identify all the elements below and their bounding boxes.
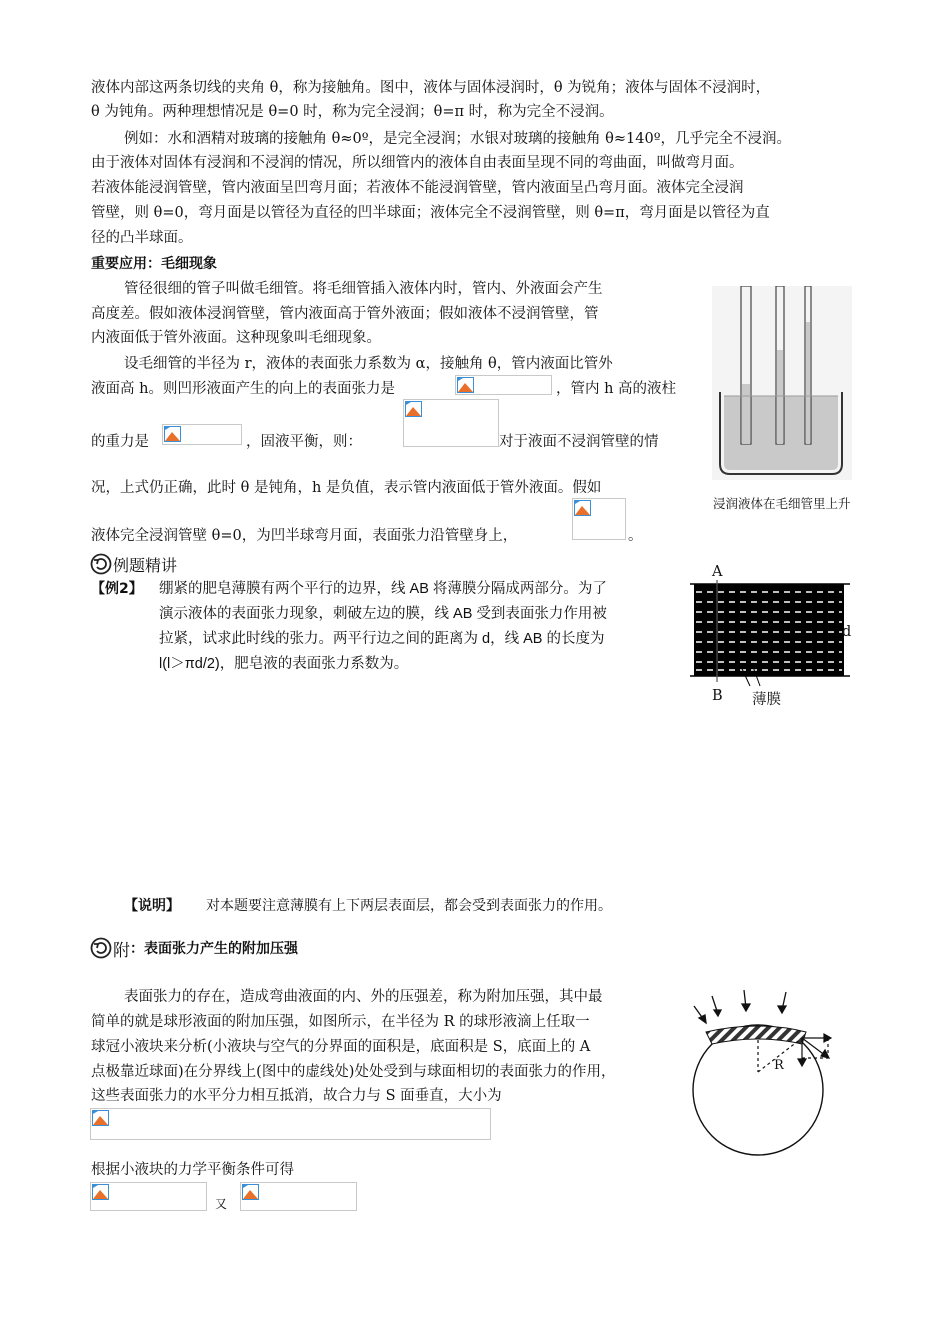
example-section-title: 例题精讲: [113, 557, 178, 575]
capillary-line-6a: 的重力是: [91, 434, 149, 450]
capillary-line-6b: ，固液平衡，则：: [246, 434, 362, 450]
contact-angle-line-1: 液体内部这两条切线的夹角 θ，称为接触角。图中，液体与固体浸润时，θ 为锐角；液体与固体不浸润时，: [91, 80, 771, 96]
figure-label-A: A: [712, 564, 723, 580]
note-text: 对本题要注意薄膜有上下两层表面层，都会受到表面张力的作用。: [206, 898, 612, 914]
appendix-line-5: 这些表面张力的水平分力相互抵消，故合力与 S 面垂直，大小为: [91, 1088, 502, 1104]
capillary-line-4: 设毛细管的半径为 r，液体的表面张力系数为 α，接触角 θ，管内液面比管外: [124, 356, 613, 372]
picture-icon: [164, 426, 181, 442]
formula-image-area: [240, 1182, 357, 1211]
appendix-heading: [89, 934, 298, 962]
capillary-heading: 重要应用：毛细现象: [91, 256, 217, 272]
capillary-line-2: 高度差。假如液体浸润管壁，管内液面高于管外液面；假如液体不浸润管壁，管: [91, 306, 599, 322]
picture-icon: [574, 500, 591, 516]
capillary-line-1: 管径很细的管子叫做毛细管。将毛细管插入液体内时，管内、外液面会产生: [124, 281, 603, 297]
figure-label-film: 薄膜: [752, 692, 781, 708]
formula-image-hemisphere: [572, 498, 626, 540]
formula-image-gravity: [162, 424, 242, 445]
capillary-line-8a: 液体完全浸润管壁 θ=0，为凹半球弯月面，表面张力沿管壁身上，: [91, 528, 518, 544]
picture-icon: [405, 401, 422, 417]
picture-icon: [242, 1184, 259, 1200]
formula-image-height: [403, 399, 499, 447]
refresh-icon: [89, 552, 113, 576]
figure-label-B: B: [712, 688, 723, 704]
droplet-outline: [693, 1025, 823, 1155]
example-section-heading: [89, 551, 177, 577]
capillary-line-7: 况，上式仍正确，此时 θ 是钝角，h 是负值，表示管内液面低于管外液面。假如: [91, 480, 602, 496]
formula-image-balance: [90, 1182, 207, 1211]
picture-icon: [457, 377, 474, 393]
appendix-prefix: 附: [113, 940, 130, 960]
formula-image-resultant-force: [90, 1108, 491, 1140]
appendix-also: 又: [215, 1197, 228, 1211]
capillary-line-6c: 对于液面不浸润管壁的情: [499, 434, 659, 450]
formula-image-surface-tension: [455, 375, 552, 395]
appendix-line-2: 简单的就是球形液面的附加压强，如图所示，在半径为 R 的球形液滴上任取一: [91, 1014, 590, 1030]
capillary-line-3: 内液面低于管外液面。这种现象叫毛细现象。: [91, 330, 381, 346]
appendix-line-6: 根据小液块的力学平衡条件可得: [91, 1162, 294, 1178]
capillary-figure-caption: 浸润液体在毛细管里上升: [713, 496, 851, 511]
example-line-2: 演示液体的表面张力现象，刺破左边的膜，线 AB 受到表面张力作用被: [159, 606, 607, 622]
contact-angle-line-2: θ 为钝角。两种理想情况是 θ=0 时，称为完全浸润；θ=π 时，称为完全不浸润。: [91, 104, 614, 120]
appendix-title: ：表面张力产生的附加压强: [130, 941, 298, 957]
capillary-tubes-figure: [712, 286, 852, 480]
note-label: 【说明】: [124, 898, 180, 914]
example-line-1: 绷紧的肥皂薄膜有两个平行的边界，线 AB 将薄膜分隔成两部分。为了: [159, 581, 607, 597]
picture-icon: [92, 1110, 109, 1126]
figure-label-d: d: [842, 624, 852, 640]
capillary-line-5b: ，管内 h 高的液柱: [556, 381, 677, 397]
meniscus-line-1: 由于液体对固体有浸润和不浸润的情况，所以细管内的液体自由表面呈现不同的弯曲面，叫做弯月面。: [91, 155, 744, 171]
liquid-cap: [706, 1026, 806, 1044]
capillary-line-8b: 。: [628, 528, 643, 544]
appendix-line-3: 球冠小液块来分析(小液块与空气的分界面的面积是，底面积是 S，底面上的 A: [91, 1039, 591, 1055]
spherical-drop-figure: [690, 990, 850, 1160]
meniscus-line-4: 径的凸半球面。: [91, 230, 193, 246]
example-contact-line-1: 例如：水和酒精对玻璃的接触角 θ≈0º，是完全浸润；水银对玻璃的接触角 θ≈140º，几乎完全不浸润。: [124, 131, 792, 147]
picture-icon: [92, 1184, 109, 1200]
appendix-line-4: 点极靠近球面)在分界线上(图中的虚线处)处处受到与球面相切的表面张力的作用，: [91, 1064, 616, 1080]
example-label: 【例2】: [91, 581, 143, 597]
example-line-3: 拉紧，试求此时线的张力。两平行边之间的距离为 d，线 AB 的长度为: [159, 631, 605, 647]
appendix-line-1: 表面张力的存在，造成弯曲液面的内、外的压强差，称为附加压强，其中最: [124, 989, 603, 1005]
capillary-line-5a: 液面高 h。则凹形液面产生的向上的表面张力是: [91, 381, 395, 397]
meniscus-line-2: 若液体能浸润管壁，管内液面呈凹弯月面；若液体不能浸润管壁，管内液面呈凸弯月面。液体完全浸润: [91, 180, 744, 196]
refresh-icon: [89, 936, 113, 960]
figure-label-R: R: [774, 1058, 784, 1073]
example-line-4: l(l＞πd/2)，肥皂液的表面张力系数为。: [159, 656, 409, 672]
meniscus-line-3: 管壁，则 θ=0，弯月面是以管径为直径的凹半球面；液体完全不浸润管壁，则 θ=π，弯月面是以管径为直: [91, 205, 770, 221]
